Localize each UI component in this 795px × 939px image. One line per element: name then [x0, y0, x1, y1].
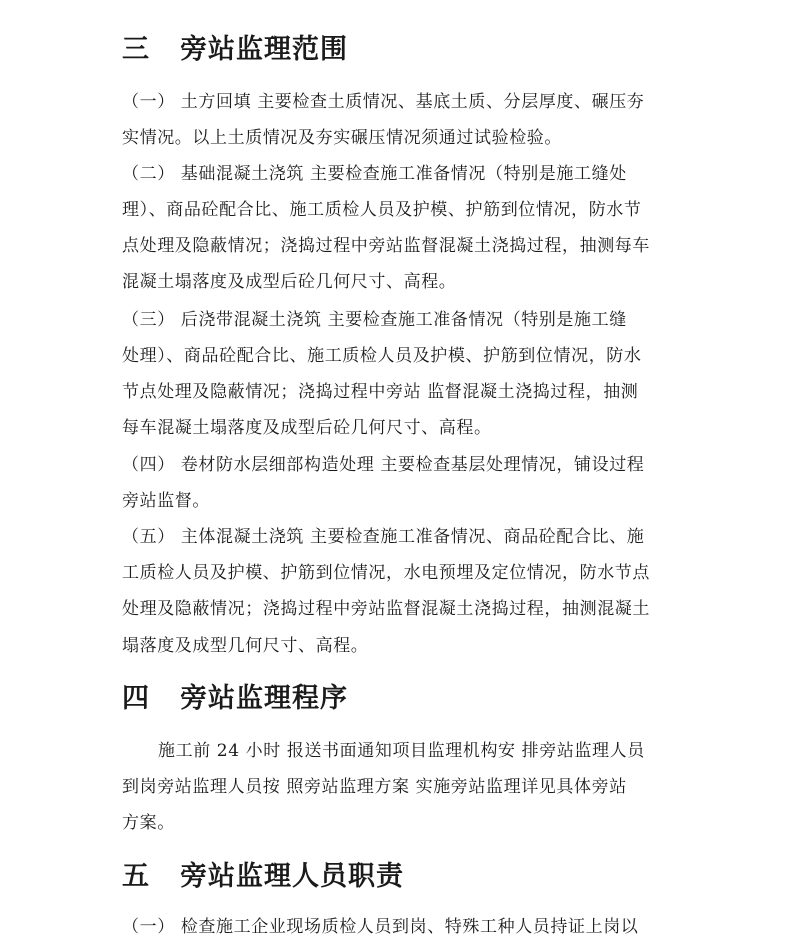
paragraph-line: （三） 后浇带混凝土浇筑 主要检查施工准备情况（特别是施工缝: [122, 310, 627, 330]
section-title: 旁站监理程序: [180, 683, 348, 714]
paragraph-line: 处理及隐蔽情况；浇捣过程中旁站监督混凝土浇捣过程，抽测混凝土: [122, 599, 650, 619]
paragraph-line: 点处理及隐蔽情况；浇捣过程中旁站监督混凝土浇捣过程，抽测每车: [122, 236, 650, 256]
section-heading-5: [122, 861, 404, 893]
paragraph-line: 每车混凝土塌落度及成型后砼几何尺寸、高程。: [122, 418, 492, 438]
section-heading-4: [122, 683, 348, 715]
paragraph-line: 旁站监督。: [122, 491, 210, 511]
paragraph-line: 处理）、商品砼配合比、施工质检人员及护模、护筋到位情况，防水: [122, 346, 642, 366]
paragraph-line: （一） 土方回填 主要检查土质情况、基底土质、分层厚度、碾压夯: [122, 92, 645, 112]
paragraph-line: （二） 基础混凝土浇筑 主要检查施工准备情况（特别是施工缝处: [122, 164, 627, 184]
paragraph-line: 节点处理及隐蔽情况；浇捣过程中旁站 监督混凝土浇捣过程，抽测: [122, 382, 639, 402]
paragraph-line: 实情况。以上土质情况及夯实碾压情况须通过试验检验。: [122, 128, 562, 148]
section-number: 三: [122, 34, 150, 65]
section-number: 五: [122, 861, 150, 892]
section-title: 旁站监理人员职责: [180, 861, 404, 892]
paragraph-line: 施工前 24 小时 报送书面通知项目监理机构安 排旁站监理人员: [158, 741, 645, 761]
section-number: 四: [122, 683, 150, 714]
paragraph-line: 到岗旁站监理人员按 照旁站监理方案 实施旁站监理详见具体旁站: [122, 777, 627, 797]
paragraph-line: 混凝土塌落度及成型后砼几何尺寸、高程。: [122, 272, 457, 292]
paragraph-line: 塌落度及成型几何尺寸、高程。: [122, 636, 369, 656]
section-title: 旁站监理范围: [180, 34, 348, 65]
paragraph-line: （一） 检查施工企业现场质检人员到岗、特殊工种人员持证上岗以: [122, 917, 639, 937]
paragraph-line: （四） 卷材防水层细部构造处理 主要检查基层处理情况，铺设过程: [122, 455, 645, 475]
paragraph-line: （五） 主体混凝土浇筑 主要检查施工准备情况、商品砼配合比、施: [122, 527, 645, 547]
paragraph-line: 理）、商品砼配合比、施工质检人员及护模、护筋到位情况，防水节: [122, 200, 642, 220]
paragraph-line: 方案。: [122, 813, 175, 833]
section-heading-3: [122, 34, 348, 66]
paragraph-line: 工质检人员及护模、护筋到位情况，水电预埋及定位情况，防水节点: [122, 563, 650, 583]
